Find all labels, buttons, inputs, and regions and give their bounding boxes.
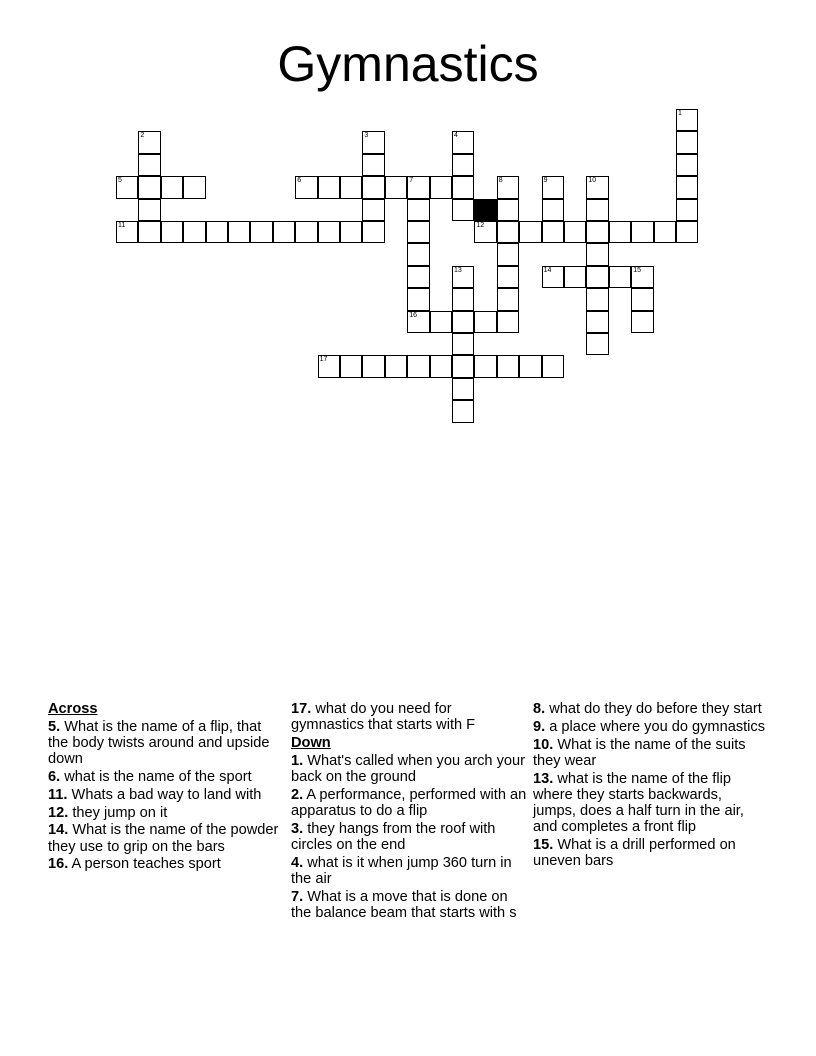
grid-cell[interactable] bbox=[116, 221, 138, 243]
clue-number: 6. bbox=[48, 769, 61, 785]
grid-cell[interactable] bbox=[407, 199, 429, 221]
clue-across-11 bbox=[48, 787, 284, 803]
grid-cell[interactable] bbox=[452, 288, 474, 310]
grid-cell[interactable] bbox=[273, 221, 295, 243]
clue-number: 1. bbox=[291, 752, 304, 769]
cell-number: 2 bbox=[140, 132, 145, 140]
grid-cell[interactable] bbox=[138, 199, 160, 221]
grid-cell[interactable] bbox=[407, 221, 429, 243]
grid-cell[interactable] bbox=[183, 221, 205, 243]
grid-cell[interactable] bbox=[161, 176, 183, 198]
grid-cell[interactable] bbox=[161, 221, 183, 243]
cell-number: 10 bbox=[588, 177, 597, 185]
grid-cell[interactable] bbox=[474, 355, 496, 377]
grid-cell[interactable] bbox=[452, 199, 474, 221]
grid-cell[interactable] bbox=[340, 176, 362, 198]
grid-cell[interactable] bbox=[497, 288, 519, 310]
clue-text: they hangs from the roof with circles on the end bbox=[291, 820, 496, 853]
grid-cell[interactable] bbox=[362, 131, 384, 153]
grid-cell[interactable] bbox=[542, 266, 564, 288]
clue-number: 12. bbox=[48, 804, 69, 821]
grid-cell[interactable] bbox=[519, 355, 541, 377]
grid-cell[interactable] bbox=[452, 355, 474, 377]
grid-cell[interactable] bbox=[452, 154, 474, 176]
grid-cell[interactable] bbox=[206, 221, 228, 243]
grid-cell[interactable] bbox=[385, 176, 407, 198]
grid-cell[interactable] bbox=[452, 266, 474, 288]
grid-cell[interactable] bbox=[183, 176, 205, 198]
grid-cell[interactable] bbox=[497, 199, 519, 221]
clue-down-15 bbox=[533, 837, 769, 869]
grid-cell[interactable] bbox=[631, 266, 653, 288]
grid-cell[interactable] bbox=[362, 176, 384, 198]
clue-number: 10. bbox=[533, 736, 554, 753]
grid-cell[interactable] bbox=[586, 288, 608, 310]
clue-across-17 bbox=[291, 701, 527, 733]
clue-text: they jump on it bbox=[72, 804, 168, 821]
cell-number: 5 bbox=[118, 177, 122, 185]
grid-cell[interactable] bbox=[138, 176, 160, 198]
clue-text: What's called when you arch your back on the ground bbox=[291, 752, 525, 785]
grid-cell[interactable] bbox=[452, 333, 474, 355]
grid-cell[interactable] bbox=[586, 221, 608, 243]
grid-cell[interactable] bbox=[676, 176, 698, 198]
clue-text: What is a move that is done on the balance beam that starts with s bbox=[291, 888, 517, 921]
grid-cell[interactable] bbox=[609, 266, 631, 288]
clues-column-1 bbox=[48, 701, 284, 874]
clue-number: 7. bbox=[291, 888, 304, 905]
grid-cell[interactable] bbox=[228, 221, 250, 243]
grid-cell[interactable] bbox=[295, 221, 317, 243]
clue-number: 17. bbox=[291, 701, 312, 717]
clue-across-5 bbox=[48, 719, 284, 768]
clue-text: What is a drill performed on uneven bars bbox=[533, 837, 736, 870]
grid-cell[interactable] bbox=[676, 154, 698, 176]
cell-number: 7 bbox=[409, 177, 414, 185]
grid-cell[interactable] bbox=[138, 131, 160, 153]
grid-cell[interactable] bbox=[586, 333, 608, 355]
clues-column-3 bbox=[533, 701, 769, 871]
grid-cell[interactable] bbox=[497, 355, 519, 377]
grid-cell[interactable] bbox=[609, 221, 631, 243]
clue-down-7 bbox=[291, 889, 527, 921]
clue-text: what is the name of the flip where they starts backwards, jumps, does a half turn in the air, and completes a front flip bbox=[533, 770, 744, 836]
cell-number: 17 bbox=[319, 356, 328, 364]
grid-cell[interactable] bbox=[362, 355, 384, 377]
grid-cell[interactable] bbox=[452, 378, 474, 400]
grid-cell[interactable] bbox=[362, 199, 384, 221]
grid-cell[interactable] bbox=[318, 176, 340, 198]
grid-cell[interactable] bbox=[676, 109, 698, 131]
clue-across-16 bbox=[48, 856, 284, 872]
grid-cell[interactable] bbox=[452, 176, 474, 198]
cell-number: 4 bbox=[454, 132, 458, 140]
cell-number: 11 bbox=[118, 222, 126, 229]
clue-text: What is the name of the powder they use to grip on the bars bbox=[48, 822, 279, 855]
down-heading: Down bbox=[291, 735, 331, 751]
clue-text: What is the name of a flip, that the body twists around and upside down bbox=[48, 718, 270, 768]
grid-cell[interactable] bbox=[318, 355, 340, 377]
grid-cell[interactable] bbox=[497, 266, 519, 288]
clue-number: 11. bbox=[48, 786, 68, 803]
clue-down-3 bbox=[291, 821, 527, 853]
grid-cell[interactable] bbox=[407, 355, 429, 377]
cell-number: 8 bbox=[498, 177, 503, 185]
clue-number: 4. bbox=[291, 854, 304, 871]
cell-number: 6 bbox=[297, 177, 302, 185]
clue-text: Whats a bad way to land with bbox=[71, 786, 262, 803]
grid-cell[interactable] bbox=[407, 311, 429, 333]
grid-cell[interactable] bbox=[676, 199, 698, 221]
grid-cell[interactable] bbox=[452, 311, 474, 333]
grid-cell[interactable] bbox=[586, 176, 608, 198]
grid-cell[interactable] bbox=[654, 221, 676, 243]
clue-down-8 bbox=[533, 701, 769, 717]
clue-text: A person teaches sport bbox=[71, 856, 221, 873]
clue-across-14 bbox=[48, 822, 284, 854]
cell-number: 3 bbox=[364, 132, 369, 140]
cell-number: 16 bbox=[409, 311, 417, 319]
grid-cell[interactable] bbox=[340, 221, 362, 243]
grid-cell[interactable] bbox=[519, 221, 541, 243]
grid-cell[interactable] bbox=[138, 154, 160, 176]
clue-number: 15. bbox=[533, 837, 554, 853]
grid-cell[interactable] bbox=[586, 311, 608, 333]
clue-down-13 bbox=[533, 771, 769, 836]
clue-text: What is the name of the suits they wear bbox=[533, 736, 746, 769]
cell-number: 12 bbox=[476, 222, 485, 229]
grid-cell[interactable] bbox=[452, 400, 474, 422]
clue-number: 14. bbox=[48, 822, 69, 839]
grid-cell[interactable] bbox=[452, 131, 474, 153]
clue-number: 2. bbox=[291, 786, 304, 803]
grid-cell[interactable] bbox=[497, 311, 519, 333]
grid-cell[interactable] bbox=[362, 154, 384, 176]
clue-down-10 bbox=[533, 737, 769, 769]
grid-cell[interactable] bbox=[542, 199, 564, 221]
grid-cell[interactable] bbox=[407, 266, 429, 288]
clue-text: a place where you do gymnastics bbox=[549, 718, 766, 735]
clue-text: A performance, performed with an apparatus to do a flip bbox=[291, 786, 527, 819]
grid-cell[interactable] bbox=[407, 243, 429, 265]
grid-cell[interactable] bbox=[430, 355, 452, 377]
clue-text: what do they do before they start bbox=[549, 701, 762, 717]
grid-cell[interactable] bbox=[586, 266, 608, 288]
grid-cell[interactable] bbox=[295, 176, 317, 198]
grid-cell[interactable] bbox=[474, 311, 496, 333]
grid-cell[interactable] bbox=[430, 311, 452, 333]
grid-cell[interactable] bbox=[138, 221, 160, 243]
crossword-grid bbox=[0, 0, 816, 440]
clue-number: 16. bbox=[48, 856, 69, 873]
clue-across-6 bbox=[48, 769, 284, 785]
clue-number: 5. bbox=[48, 718, 61, 735]
grid-cell[interactable] bbox=[564, 266, 586, 288]
clue-text: what is the name of the sport bbox=[64, 769, 252, 785]
clue-down-4 bbox=[291, 855, 527, 887]
grid-cell[interactable] bbox=[497, 176, 519, 198]
grid-cell[interactable] bbox=[318, 221, 340, 243]
grid-cell[interactable] bbox=[586, 243, 608, 265]
cell-number: 1 bbox=[678, 110, 682, 117]
grid-cell[interactable] bbox=[497, 221, 519, 243]
cell-number: 14 bbox=[543, 266, 552, 274]
grid-cell[interactable] bbox=[362, 221, 384, 243]
clue-number: 8. bbox=[533, 701, 546, 717]
grid-cell[interactable] bbox=[586, 199, 608, 221]
clue-text: what do you need for gymnastics that starts with F bbox=[291, 701, 476, 734]
clue-down-9 bbox=[533, 719, 769, 735]
grid-cell[interactable] bbox=[676, 131, 698, 153]
grid-cell[interactable] bbox=[250, 221, 272, 243]
cell-number: 15 bbox=[633, 266, 641, 274]
clue-across-12 bbox=[48, 805, 284, 821]
clue-number: 9. bbox=[533, 718, 546, 735]
grid-cell[interactable] bbox=[340, 355, 362, 377]
grid-cell[interactable] bbox=[430, 176, 452, 198]
cell-number: 13 bbox=[454, 266, 462, 274]
grid-cell[interactable] bbox=[542, 176, 564, 198]
grid-cell[interactable] bbox=[631, 288, 653, 310]
grid-cell[interactable] bbox=[542, 355, 564, 377]
grid-cell[interactable] bbox=[542, 221, 564, 243]
clue-text: what is it when jump 360 turn in the air bbox=[291, 854, 512, 887]
grid-cell[interactable] bbox=[631, 311, 653, 333]
grid-cell[interactable] bbox=[676, 221, 698, 243]
clue-number: 3. bbox=[291, 820, 304, 837]
clue-down-1 bbox=[291, 753, 527, 785]
across-heading: Across bbox=[48, 701, 98, 717]
grid-cell[interactable] bbox=[407, 288, 429, 310]
grid-cell[interactable] bbox=[407, 176, 429, 198]
black-square bbox=[474, 199, 496, 221]
grid-cell[interactable] bbox=[474, 221, 496, 243]
grid-cell[interactable] bbox=[497, 243, 519, 265]
grid-cell[interactable] bbox=[564, 221, 586, 243]
grid-cell[interactable] bbox=[385, 355, 407, 377]
puzzle-title: Gymnastics bbox=[277, 36, 539, 92]
grid-cell[interactable] bbox=[631, 221, 653, 243]
cell-number: 9 bbox=[543, 177, 548, 185]
clue-down-2 bbox=[291, 787, 527, 819]
clue-number: 13. bbox=[533, 770, 554, 787]
clues-column-2 bbox=[291, 701, 527, 923]
grid-cell[interactable] bbox=[116, 176, 138, 198]
